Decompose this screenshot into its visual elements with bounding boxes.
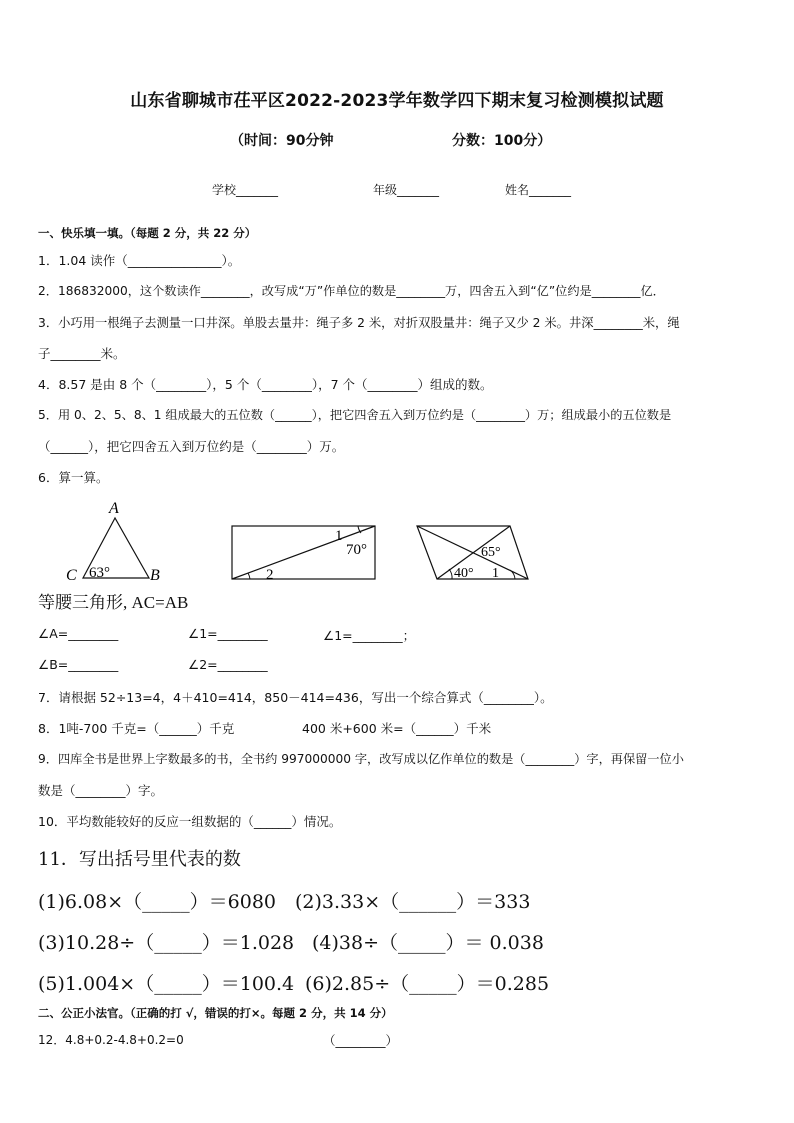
blank-rect-angle-2: ∠2=________ — [188, 657, 268, 672]
question-7: 7．请根据 52÷13=4，4＋410=414，850－414=436，写出一个综合算式（________）。 — [38, 690, 553, 705]
isosceles-triangle-figure — [66, 500, 160, 584]
blank-angle-b: ∠B=________ — [38, 657, 119, 672]
parallelogram-angle-40: 40° — [454, 566, 474, 581]
question-3-line-1: 3．小巧用一根绳子去测量一口井深。单股去量井：绳子多 2 米，对折双股量井：绳子又少 2 米。井深________米，绳 — [38, 316, 680, 330]
rectangle-angle-1: 1 — [335, 528, 343, 544]
question-10: 10．平均数能较好的反应一组数据的（______）情况。 — [38, 814, 342, 829]
question-11-item-4: (4)38÷（_____）＝ 0.038 — [312, 932, 544, 954]
question-5-line-2: （______），把它四舍五入到万位约是（________）万。 — [38, 439, 345, 454]
parallelogram-figure — [417, 526, 528, 581]
question-1: 1．1.04 读作（_______________）。 — [38, 253, 241, 268]
question-11: 11．写出括号里代表的数 — [38, 849, 241, 870]
question-11-item-2: (2)3.33×（______）＝333 — [295, 891, 531, 913]
exam-time: （时间：90分钟 — [230, 133, 334, 149]
triangle-label-c: C — [66, 567, 77, 584]
triangle-label-b: B — [150, 567, 160, 584]
question-12-answer-blank: （________） — [323, 1033, 399, 1048]
page-title: 山东省聊城市茌平区2022-2023学年数学四下期末复习检测模拟试题 — [130, 91, 664, 111]
section-1-heading: 一、快乐填一填。（每题 2 分，共 22 分） — [38, 226, 257, 240]
question-11-item-1: (1)6.08×（_____）＝6080 — [38, 891, 276, 913]
parallelogram-angle-1: 1 — [492, 566, 499, 581]
rectangle-angle-2: 2 — [266, 567, 274, 583]
name-field: 姓名_______ — [505, 183, 572, 197]
question-9-line-1: 9．四库全书是世界上字数最多的书，全书约 997000000 字，改写成以亿作单位的数是（________）字，再保留一位小 — [38, 752, 684, 766]
question-8-part-2: 400 米+600 米=（______）千米 — [302, 721, 492, 736]
figure-caption: 等腰三角形, AC=AB — [38, 593, 189, 612]
triangle-angle-label: 63° — [89, 565, 110, 581]
question-5-line-1: 5．用 0、2、5、8、1 组成最大的五位数（______），把它四舍五入到万位约是（________）万；组成最小的五位数是 — [38, 408, 672, 422]
school-field: 学校_______ — [212, 183, 279, 197]
question-8-part-1: 8．1吨-700 千克=（______）千克 — [38, 721, 235, 736]
question-4: 4．8.57 是由 8 个（________），5 个（________），7 个（________）组成的数。 — [38, 377, 493, 392]
question-11-item-5: (5)1.004×（_____）＝100.4 — [38, 973, 295, 995]
question-3-line-2: 子________米。 — [38, 346, 126, 361]
grade-field: 年级_______ — [373, 183, 440, 197]
triangle-label-a: A — [109, 500, 119, 517]
question-9-line-2: 数是（________）字。 — [38, 783, 164, 798]
question-11-item-3: (3)10.28÷（_____）＝1.028 — [38, 932, 295, 954]
blank-rect-angle-1: ∠1=________ — [188, 626, 268, 641]
exam-score: 分数：100分） — [452, 133, 552, 149]
rectangle-figure — [232, 526, 375, 583]
question-11-item-6: (6)2.85÷（_____）＝0.285 — [305, 973, 550, 995]
section-2-heading: 二、公正小法官。（正确的打 √，错误的打×。每题 2 分，共 14 分） — [38, 1006, 393, 1020]
rectangle-angle-label: 70° — [346, 542, 367, 558]
blank-angle-a: ∠A=________ — [38, 626, 119, 641]
question-12: 12．4.8+0.2-4.8+0.2=0 — [38, 1033, 184, 1047]
question-6-figures — [60, 496, 540, 586]
question-6: 6．算一算。 — [38, 470, 109, 485]
parallelogram-angle-65: 65° — [481, 545, 501, 560]
question-2: 2．186832000，这个数读作________，改写成“万”作单位的数是________万，四舍五入到“亿”位约是________亿． — [38, 284, 665, 298]
blank-para-angle-1: ∠1=________； — [323, 628, 416, 643]
